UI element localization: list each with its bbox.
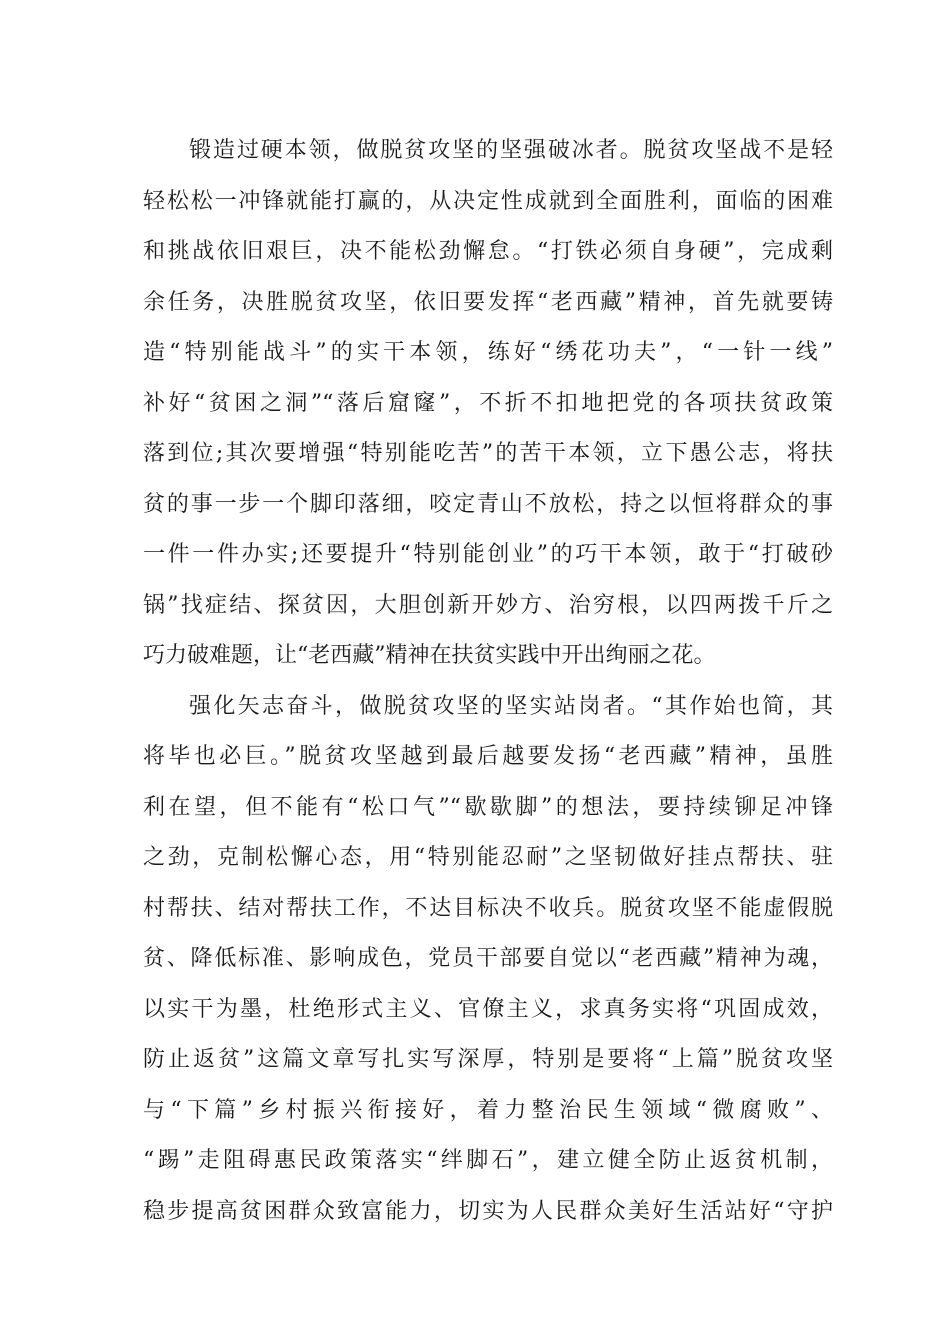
paragraph-2-line-4: 之劲，克制松懈心态，用“特别能忍耐”之坚韧做好挂点帮扶、驻 (143, 845, 833, 870)
paragraph-2-line-5: 村帮扶、结对帮扶工作，不达目标决不收兵。脱贫攻坚不能虚假脱 (143, 895, 833, 921)
paragraph-1-line-9: 一件一件办实;还要提升“特别能创业”的巧干本领，敢于“打破砂 (143, 542, 833, 567)
paragraph-2-line-7: 以实干为墨，杜绝形式主义、官僚主义，求真务实将“巩固成效， (143, 996, 833, 1022)
paragraph-1-line-11: 巧力破难题，让“老西藏”精神在扶贫实践中开出绚丽之花。 (143, 643, 716, 668)
paragraph-1-line-8: 贫的事一步一个脚印落细，咬定青山不放松，持之以恒将群众的事 (143, 491, 833, 517)
paragraph-2-line-2: 将毕也必巨。”脱贫攻坚越到最后越要发扬“老西藏”精神，虽胜 (143, 744, 833, 769)
paragraph-1-line-7: 落到位;其次要增强“特别能吃苦”的苦干本领，立下愚公志，将扶 (143, 441, 833, 466)
paragraph-2-line-6: 贫、降低标准、影响成色，党员干部要自觉以“老西藏”精神为魂， (143, 946, 833, 971)
paragraph-2-line-11: 稳步提高贫困群众致富能力，切实为人民群众美好生活站好“守护 (143, 1198, 833, 1224)
paragraph-2-line-1: 强化矢志奋斗，做脱贫攻坚的坚实站岗者。“其作始也简，其 (189, 693, 833, 719)
paragraph-1-line-10: 锅”找症结、探贫因，大胆创新开妙方、治穷根，以四两拨千斤之 (143, 592, 833, 618)
document-body (143, 126, 833, 1237)
paragraph-1-line-6: 补好“贫困之洞”“落后窟窿”，不折不扣地把党的各项扶贫政策 (143, 390, 833, 416)
paragraph-2-line-10: “踢”走阻碍惠民政策落实“绊脚石”，建立健全防止返贫机制， (143, 1148, 833, 1173)
paragraph-2-line-9: 与“下篇”乡村振兴衔接好，着力整治民生领域“微腐败”、 (143, 1097, 833, 1123)
paragraph-1-line-4: 余任务，决胜脱贫攻坚，依旧要发挥“老西藏”精神，首先就要铸 (143, 289, 833, 315)
paragraph-1-line-5: 造“特别能战斗”的实干本领，练好“绣花功夫”，“一针一线” (143, 340, 833, 365)
paragraph-2-line-3: 利在望，但不能有“松口气”“歇歇脚”的想法，要持续铆足冲锋 (143, 794, 833, 820)
paragraph-1-line-2: 轻松松一冲锋就能打赢的，从决定性成就到全面胜利，面临的困难 (143, 188, 833, 214)
paragraph-2-line-8: 防止返贫”这篇文章写扎实写深厚，特别是要将“上篇”脱贫攻坚 (143, 1047, 833, 1072)
paragraph-1-line-1: 锻造过硬本领，做脱贫攻坚的坚强破冰者。脱贫攻坚战不是轻 (189, 138, 833, 163)
paragraph-1-line-3: 和挑战依旧艰巨，决不能松劲懈怠。“打铁必须自身硬”，完成剩 (143, 239, 833, 264)
